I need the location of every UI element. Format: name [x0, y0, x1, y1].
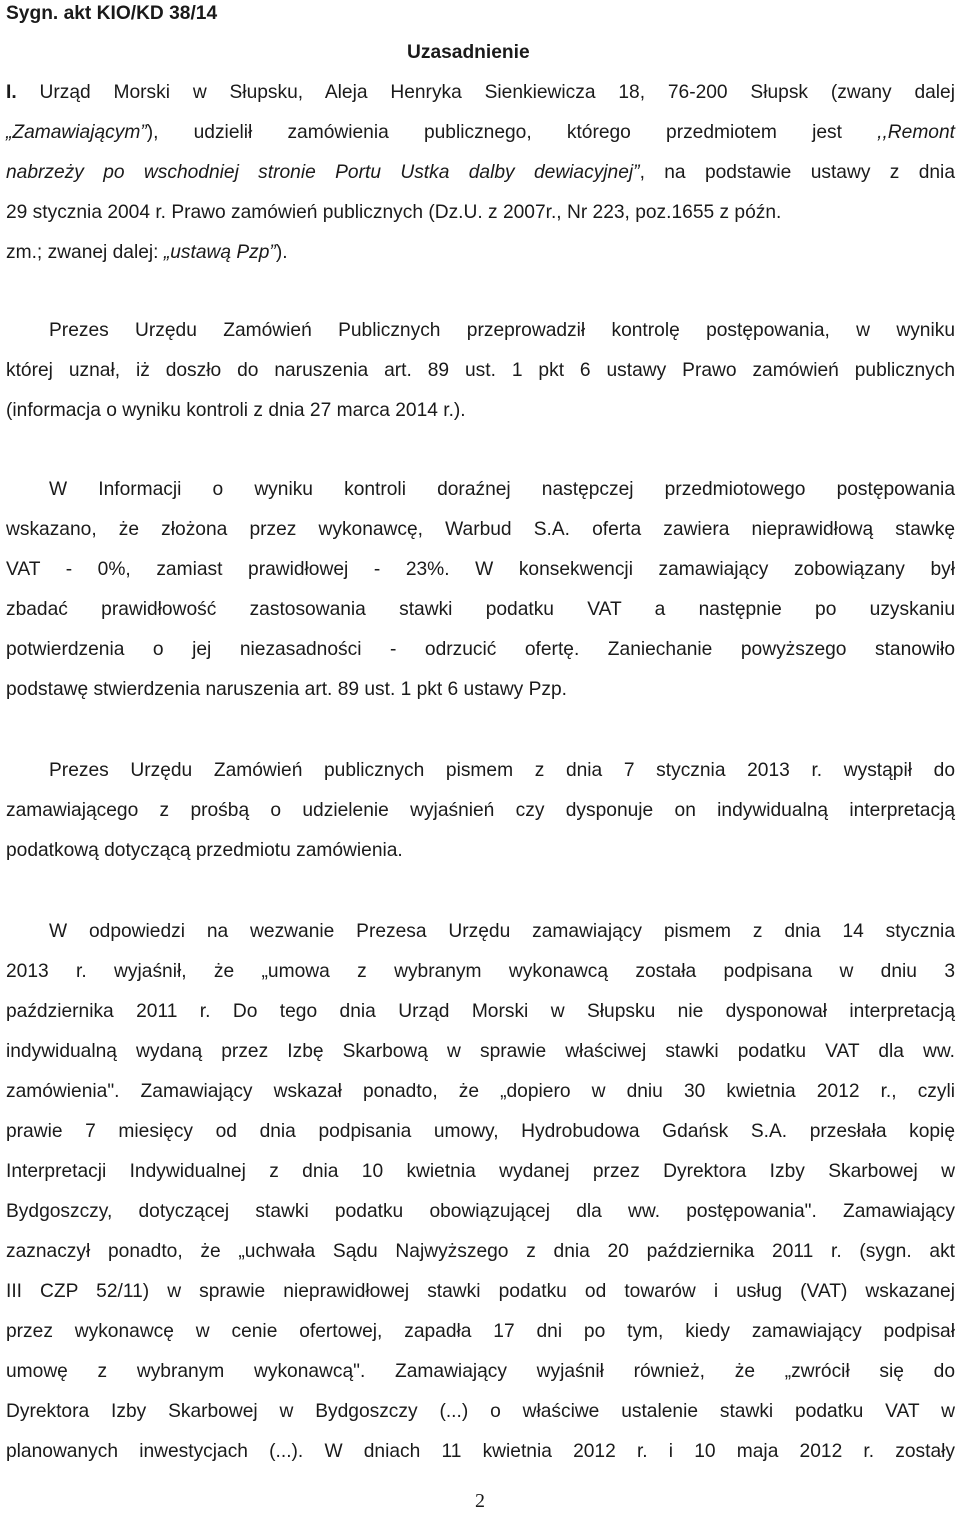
- paragraph-5-line-12: umowę z wybranym wykonawcą". Zamawiający wyjaśnił również, że „zwrócił się do: [6, 1361, 955, 1382]
- paragraph-5-line-9: zaznaczył ponadto, że „uchwała Sądu Najwyższego z dnia 20 października 2011 r. (sygn. akt: [6, 1241, 955, 1262]
- paragraph-4-line-3: podatkową dotyczącą przedmiotu zamówienia.: [6, 840, 403, 861]
- paragraph-5-line-5: zamówienia". Zamawiający wskazał ponadto, że „dopiero w dniu 30 kwietnia 2012 r., czyli: [6, 1081, 955, 1102]
- document-title: Uzasadnienie: [407, 42, 530, 63]
- paragraph-5-line-10: III CZP 52/11) w sprawie nieprawidłowej stawki podatku od towarów i usług (VAT) wskazanej: [6, 1281, 955, 1302]
- paragraph-5-line-6: prawie 7 miesięcy od dnia podpisania umowy, Hydrobudowa Gdańsk S.A. przesłała kopię: [6, 1121, 955, 1142]
- paragraph-2-line-1: Prezes Urzędu Zamówień Publicznych przeprowadził kontrolę postępowania, w wyniku: [49, 320, 955, 341]
- paragraph-4-line-1: Prezes Urzędu Zamówień publicznych pismem z dnia 7 stycznia 2013 r. wystąpił do: [49, 760, 955, 781]
- paragraph-3-line-3: VAT - 0%, zamiast prawidłowej - 23%. W konsekwencji zamawiający zobowiązany był: [6, 559, 955, 580]
- paragraph-5-line-13: Dyrektora Izby Skarbowej w Bydgoszczy (...) o właściwe ustalenie stawki podatku VAT w: [6, 1401, 955, 1422]
- page-number: 2: [475, 1490, 485, 1512]
- paragraph-3-line-6: podstawę stwierdzenia naruszenia art. 89 ust. 1 pkt 6 ustawy Pzp.: [6, 679, 568, 700]
- paragraph-3-line-4: zbadać prawidłowość zastosowania stawki podatku VAT a następnie po uzyskaniu: [6, 599, 955, 620]
- paragraph-5-line-4: indywidualną wydaną przez Izbę Skarbową w sprawie właściwej stawki podatku VAT dla ww.: [6, 1041, 955, 1062]
- paragraph-1-line-4: 29 stycznia 2004 r. Prawo zamówień publicznych (Dz.U. z 2007r., Nr 223, poz.1655 z późn.: [6, 202, 782, 223]
- paragraph-1-line-3: nabrzeży po wschodniej stronie Portu Ustka dalby dewiacyjnej”, na podstawie ustawy z dnia: [6, 162, 955, 183]
- paragraph-3-line-2: wskazano, że złożona przez wykonawcę, Warbud S.A. oferta zawiera nieprawidłową stawkę: [6, 519, 955, 540]
- paragraph-5-line-1: W odpowiedzi na wezwanie Prezesa Urzędu zamawiający pismem z dnia 14 stycznia: [49, 921, 955, 942]
- paragraph-1-line-2: „Zamawiającym”), udzielił zamówienia publicznego, którego przedmiotem jest ,,Remont: [6, 122, 955, 143]
- paragraph-2-line-3: (informacja o wyniku kontroli z dnia 27 marca 2014 r.).: [6, 400, 466, 421]
- paragraph-5-line-11: przez wykonawcę w cenie ofertowej, zapadła 17 dni po tym, kiedy zamawiający podpisał: [6, 1321, 955, 1342]
- paragraph-5-line-7: Interpretacji Indywidualnej z dnia 10 kwietnia wydanej przez Dyrektora Izby Skarbowej w: [6, 1161, 955, 1182]
- case-signature: Sygn. akt KIO/KD 38/14: [6, 3, 218, 24]
- paragraph-3-line-1: W Informacji o wyniku kontroli doraźnej następczej przedmiotowego postępowania: [49, 479, 955, 500]
- paragraph-1-line-5: zm.; zwanej dalej: „ustawą Pzp”).: [6, 242, 288, 263]
- paragraph-1-line-1: I. Urząd Morski w Słupsku, Aleja Henryka Sienkiewicza 18, 76-200 Słupsk (zwany dalej: [6, 82, 955, 103]
- paragraph-5-line-14: planowanych inwestycjach (...). W dniach 11 kwietnia 2012 r. i 10 maja 2012 r. zostały: [6, 1441, 955, 1462]
- paragraph-5-line-8: Bydgoszczy, dotyczącej stawki podatku obowiązującej dla ww. postępowania". Zamawiający: [6, 1201, 955, 1222]
- paragraph-5-line-2: 2013 r. wyjaśnił, że „umowa z wybranym wykonawcą została podpisana w dniu 3: [6, 961, 955, 982]
- paragraph-2-line-2: której uznał, iż doszło do naruszenia art. 89 ust. 1 pkt 6 ustawy Prawo zamówień publicznych: [6, 360, 955, 381]
- paragraph-3-line-5: potwierdzenia o jej niezasadności - odrzucić ofertę. Zaniechanie powyższego stanowiło: [6, 639, 955, 660]
- paragraph-4-line-2: zamawiającego z prośbą o udzielenie wyjaśnień czy dysponuje on indywidualną interpretacją: [6, 800, 955, 821]
- paragraph-5-line-3: października 2011 r. Do tego dnia Urząd Morski w Słupsku nie dysponował interpretacją: [6, 1001, 955, 1022]
